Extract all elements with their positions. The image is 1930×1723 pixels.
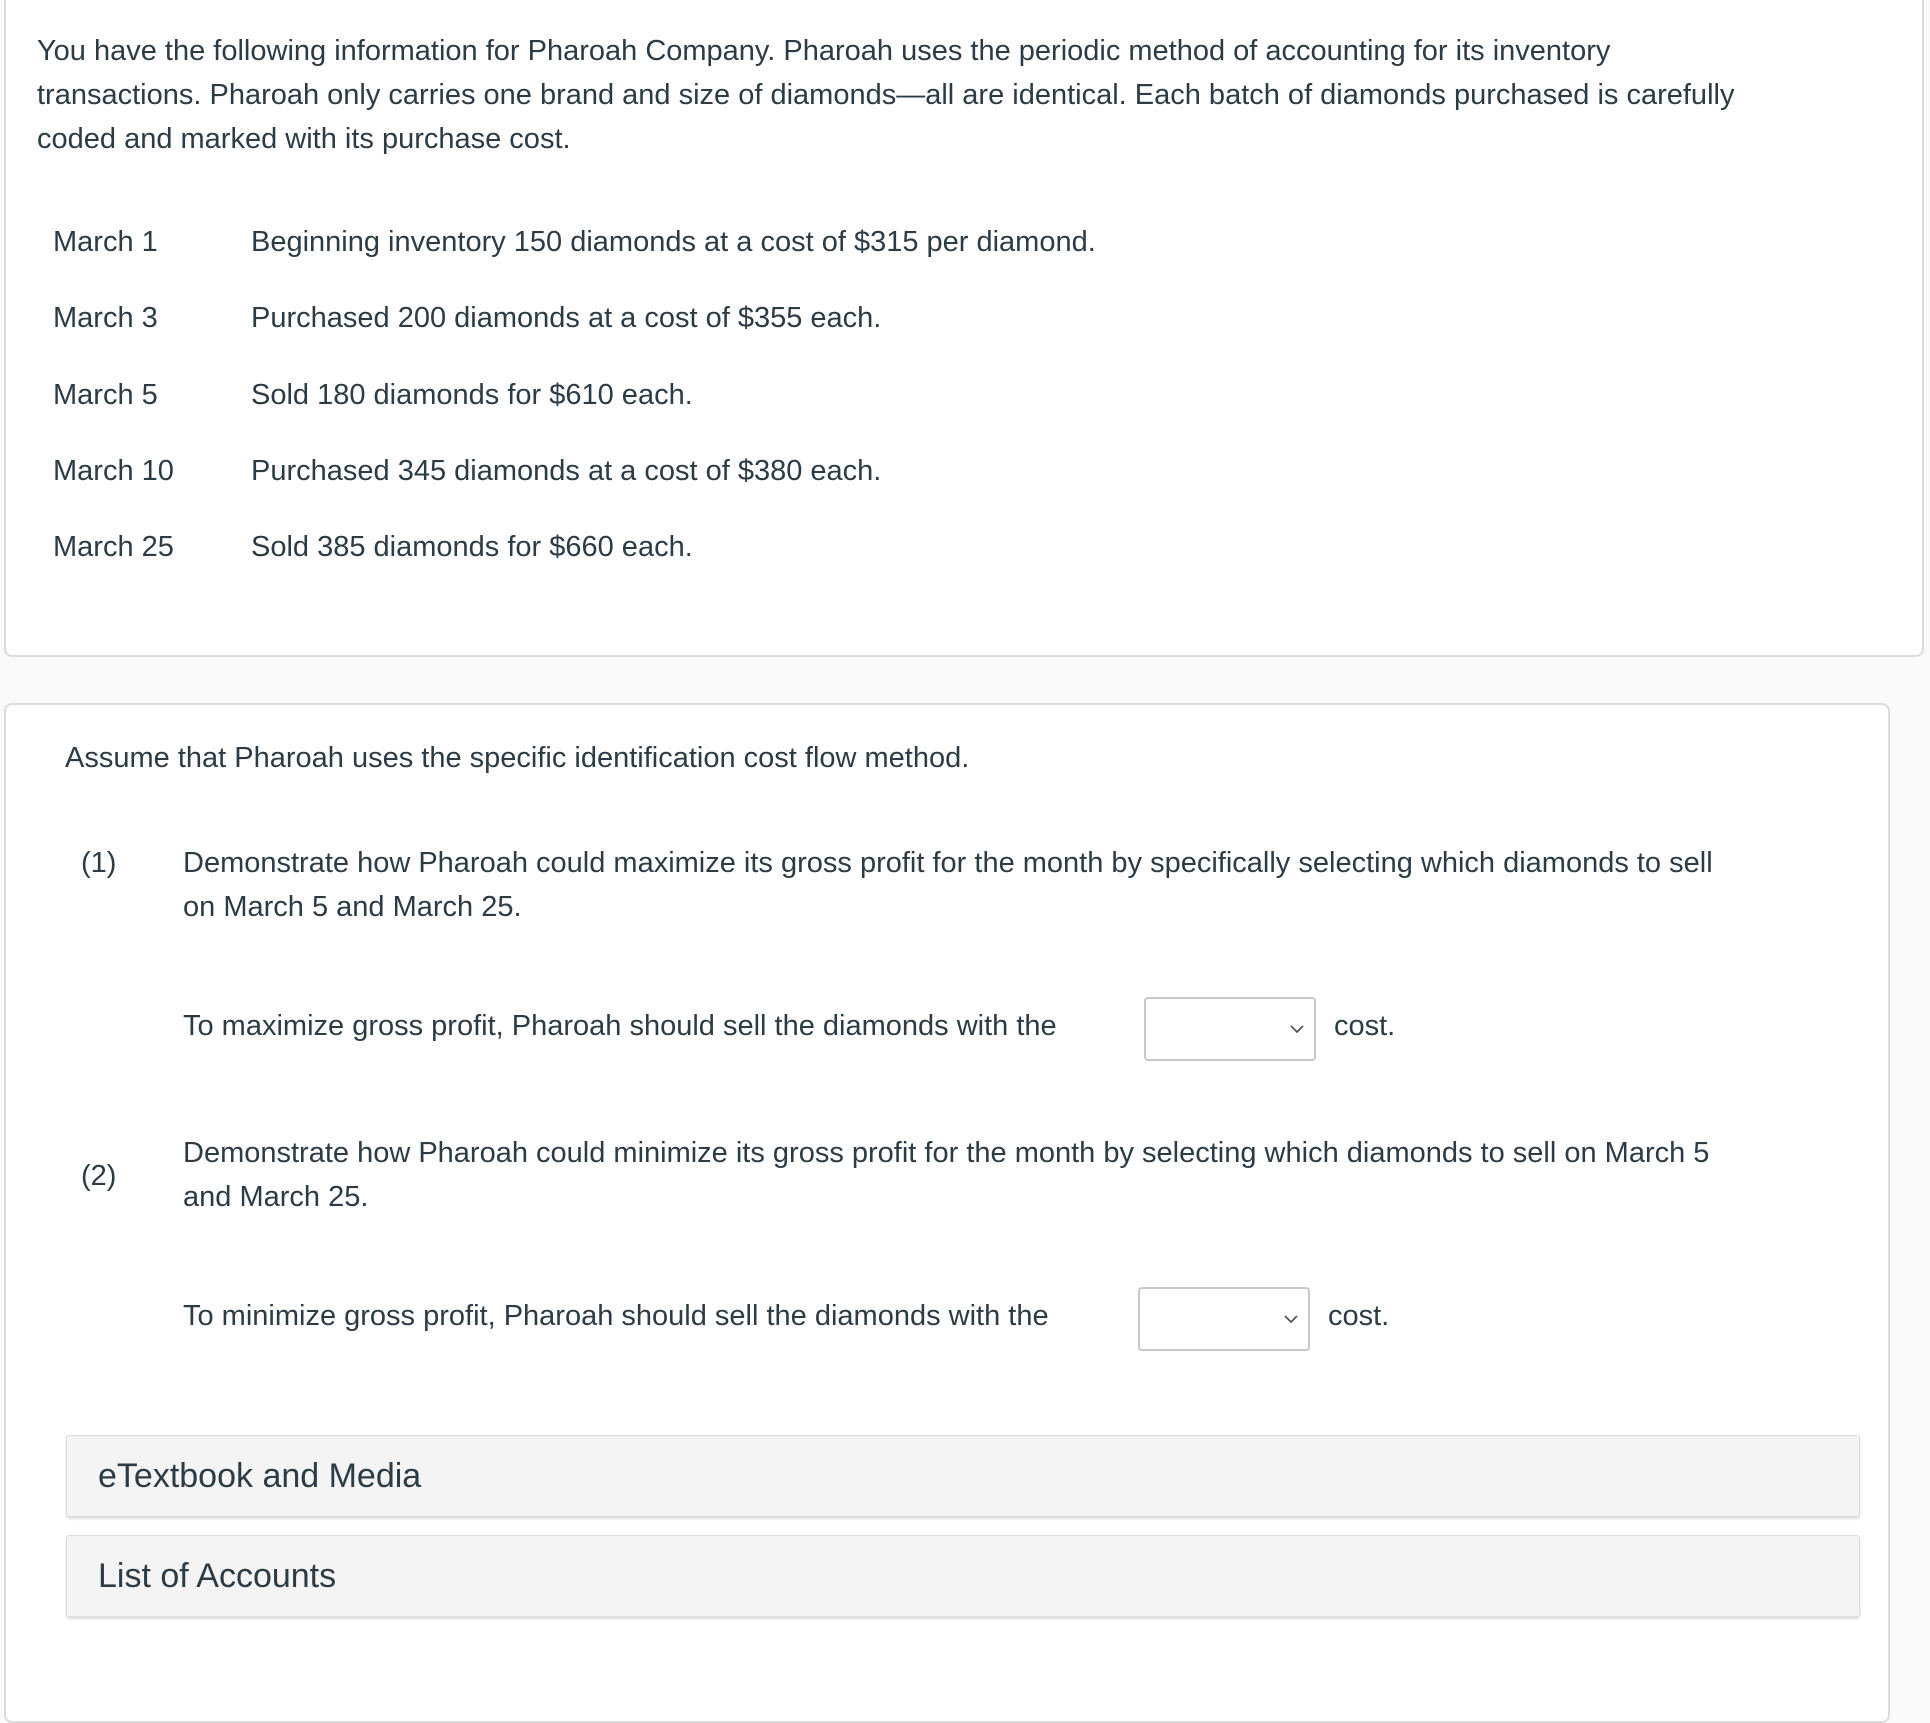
part-number: (2) [81,1160,117,1192]
transaction-desc: Sold 180 diamonds for $610 each. [251,379,693,411]
info-card [4,0,1924,657]
maximize-cost-select[interactable] [1144,997,1316,1061]
transaction-desc: Beginning inventory 150 diamonds at a cost of $315 per diamond. [251,226,1096,258]
transaction-date: March 25 [53,531,174,563]
transaction-date: March 10 [53,455,174,487]
part-instruction: Demonstrate how Pharoah could maximize its gross profit for the month by specifically selecting which diamonds to sell [183,847,1713,879]
list-of-accounts-panel[interactable] [66,1535,1860,1617]
chevron-down-icon [1284,1315,1298,1324]
intro-line: coded and marked with its purchase cost. [37,123,571,155]
part-instruction: on March 5 and March 25. [183,891,522,923]
assumption-text: Assume that Pharoah uses the specific identification cost flow method. [65,742,970,774]
part-number: (1) [81,847,117,879]
answer-suffix: cost. [1334,1010,1396,1042]
chevron-down-icon [1290,1025,1304,1034]
answer-suffix: cost. [1328,1300,1390,1332]
transaction-desc: Sold 385 diamonds for $660 each. [251,531,693,563]
transaction-desc: Purchased 200 diamonds at a cost of $355 each. [251,302,882,334]
part-instruction: Demonstrate how Pharoah could minimize its gross profit for the month by selecting which diamonds to sell on March 5 [183,1137,1710,1169]
answer-sentence: To maximize gross profit, Pharoah should sell the diamonds with the [183,1010,1057,1042]
etextbook-panel[interactable] [66,1435,1860,1517]
transaction-date: March 5 [53,379,158,411]
etextbook-label: eTextbook and Media [98,1457,422,1495]
answer-sentence: To minimize gross profit, Pharoah should sell the diamonds with the [183,1300,1049,1332]
intro-line: You have the following information for Pharoah Company. Pharoah uses the periodic method of accounting for its inventory [37,35,1611,67]
minimize-cost-select[interactable] [1138,1287,1310,1351]
intro-line: transactions. Pharoah only carries one brand and size of diamonds—all are identical. Each batch of diamonds purchased is carefully [37,79,1735,111]
part-instruction: and March 25. [183,1181,369,1213]
transaction-date: March 1 [53,226,158,258]
transaction-desc: Purchased 345 diamonds at a cost of $380 each. [251,455,882,487]
transaction-date: March 3 [53,302,158,334]
list-of-accounts-label: List of Accounts [98,1557,337,1595]
